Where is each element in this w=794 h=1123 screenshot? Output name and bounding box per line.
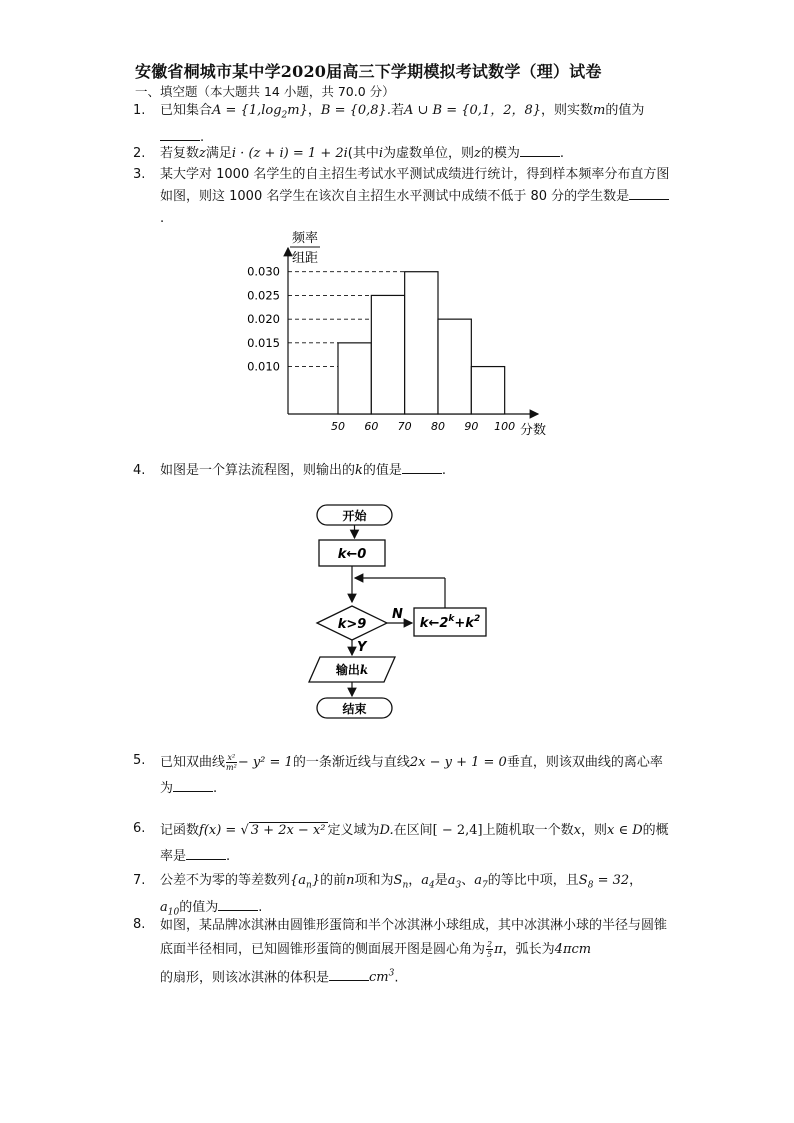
question-4: 4. 如图是一个算法流程图，则输出的k的值是 . (133, 460, 673, 482)
y-axis-label-bottom: 组距 (292, 251, 319, 266)
answer-blank[interactable] (520, 143, 560, 157)
frequency-histogram (236, 226, 556, 440)
question-text: 如图是一个算法流程图，则输出的 (160, 463, 356, 478)
no-label: N (392, 607, 403, 622)
x-tick-label: 90 (464, 420, 479, 433)
question-5: 5. 已知双曲线 $\frac{\text{x²}}{\text{m²}}$ − y² = 1的一条渐近线与直线2x − y + 1 = 0垂直，则该双曲线的离心率为 . (133, 750, 673, 802)
answer-blank[interactable] (402, 460, 442, 474)
math-sequence: $\{a_n\}$ (290, 873, 321, 891)
y-tick-label: 0.020 (247, 312, 280, 327)
update-label: $k\leftarrow 2^k+k^2$ (419, 614, 481, 631)
question-8: 8. 如图，某品牌冰淇淋由圆锥形蛋筒和半个冰淇淋小球组成，其中冰淇淋小球的半径与圆锥底面半径相同，已知圆锥形蛋筒的侧面展开图是圆心角为 $\frac{2}{5}$ π，弧长为4πcm 的扇形，则该冰淇淋的体积是 $cm^3$. (133, 914, 673, 990)
answer-blank[interactable] (629, 186, 669, 200)
math-var: $a_{10}$ (160, 899, 180, 918)
math-fraction: $\frac{\text{x²}}{\text{m²}}$ (226, 753, 237, 772)
question-number: 7. (133, 873, 146, 888)
algorithm-flowchart (300, 498, 500, 728)
math-var: z (474, 146, 481, 161)
answer-blank[interactable] (329, 967, 369, 981)
math-equation: i · (z + i) = 1 + 2i (231, 146, 348, 161)
answer-blank[interactable] (218, 897, 258, 911)
math-var: $S_n$ (393, 873, 409, 891)
histogram-bar (405, 272, 438, 414)
x-axis-label: 分数 (520, 423, 547, 438)
math-var: m (593, 103, 606, 118)
y-tick-label: 0.030 (247, 264, 280, 279)
math-var: D. (379, 823, 394, 838)
y-tick-label: 0.015 (247, 335, 280, 350)
math-expression: x ∈ D (606, 823, 643, 838)
output-label: 输出k (335, 663, 369, 677)
x-tick-label: 100 (494, 420, 516, 433)
question-6: 6. 记函数f(x) = √ 3 + 2x − x² 定义域为D.在区间[ − 2,4]上随机取一个数x，则x ∈ D的概率是 . (133, 818, 673, 870)
math-interval: [ − 2,4] (432, 823, 483, 838)
y-tick-label: 0.010 (247, 359, 280, 374)
histogram-bar (471, 367, 504, 414)
question-number: 8. (133, 917, 146, 932)
math-var: n (346, 873, 355, 888)
answer-blank[interactable] (186, 846, 226, 860)
math-equation: − y² = 1 (237, 755, 293, 770)
math-function: f(x) = √ 3 + 2x − x² (199, 823, 326, 838)
histogram-bar (338, 343, 371, 414)
math-expression: 4πcm (554, 942, 592, 957)
question-number: 6. (133, 821, 146, 836)
question-text: 某大学对 1000 名学生的自主招生考试水平测试成绩进行统计，得到样本频率分布直方图如图，则这 1000 名学生在该次自主招生水平测试中成绩不低于 80 分的学生数是 (160, 167, 670, 204)
math-union: A ∪ B = {0,1，2，8} (403, 103, 542, 118)
condition-label: k>9 (337, 617, 367, 632)
question-2: 2. 若复数z满足i · (z + i) = 1 + 2i(其中i为虚数单位，则z的模为 . (133, 143, 673, 165)
question-1: 1. 已知集合$A = \{1,\log_2m\}$，B = {0,8}.若A ∪ B = {0,1，2，8}，则实数m的值为 . (133, 100, 673, 149)
question-text: 已知集合 (160, 103, 213, 118)
math-var: z (199, 146, 206, 161)
math-unit: $cm^3$ (369, 969, 395, 986)
init-label: k←0 (337, 547, 367, 562)
x-tick-label: 50 (331, 420, 345, 433)
math-symbol: π (494, 942, 503, 957)
math-var: i (378, 146, 384, 161)
question-text: 如图，某品牌冰淇淋由圆锥形蛋筒和半个冰淇淋小球组成，其中冰淇淋小球的半径与圆锥底面半径相同，已知圆锥形蛋筒的侧面展开图是圆心角为 (160, 918, 668, 957)
math-set-a: $A = \{1,\log_2m\}$ (212, 103, 308, 121)
math-equation: 2x − y + 1 = 0 (409, 755, 507, 770)
math-equation: $S_8 = 32$ (578, 873, 630, 891)
yes-label: Y (357, 640, 367, 655)
math-var: $a_7$ (474, 873, 488, 891)
page-title: 安徽省桐城市某中学2020届高三下学期模拟考试数学（理）试卷 (135, 62, 602, 81)
question-text: 公差不为零的等差数列 (160, 873, 291, 888)
math-var: $a_3$ (447, 873, 462, 891)
x-tick-label: 70 (397, 420, 412, 433)
math-var: $a_4$ (421, 873, 435, 891)
question-text: 记函数 (160, 823, 200, 838)
answer-blank[interactable] (160, 127, 200, 141)
math-set-b: B = {0,8}. (320, 103, 391, 118)
question-text: 已知双曲线 (160, 755, 226, 770)
y-tick-label: 0.025 (247, 288, 280, 303)
question-7: 7. 公差不为零的等差数列$\{a_n\}$的前n项和为$S_n$，$a_4$是$a_3$、$a_7$的等比中项，且$S_8 = 32$， $a_{10}$的值为 . (133, 870, 673, 923)
end-label: 结束 (342, 702, 367, 716)
histogram-bar (371, 295, 404, 414)
question-number: 5. (133, 753, 146, 768)
math-fraction: $\frac{2}{5}$ (487, 940, 493, 959)
x-tick-label: 80 (431, 420, 445, 433)
math-var: x (573, 823, 581, 838)
question-number: 2. (133, 146, 146, 161)
question-number: 3. (133, 167, 146, 182)
section-heading: 一、填空题（本大题共 14 小题，共 70.0 分） (135, 84, 395, 99)
question-number: 1. (133, 103, 146, 118)
histogram-bar (438, 319, 471, 414)
question-text: 若复数 (160, 146, 200, 161)
y-axis-label-top: 频率 (292, 231, 319, 246)
question-number: 4. (133, 463, 146, 478)
start-label: 开始 (342, 509, 367, 523)
question-3: 3. 某大学对 1000 名学生的自主招生考试水平测试成绩进行统计，得到样本频率分布直方图如图，则这 1000 名学生在该次自主招生水平测试中成绩不低于 80 分的学生数是. (133, 164, 673, 230)
math-var: k (355, 463, 363, 478)
x-tick-label: 60 (364, 420, 379, 433)
answer-blank[interactable] (173, 778, 213, 792)
